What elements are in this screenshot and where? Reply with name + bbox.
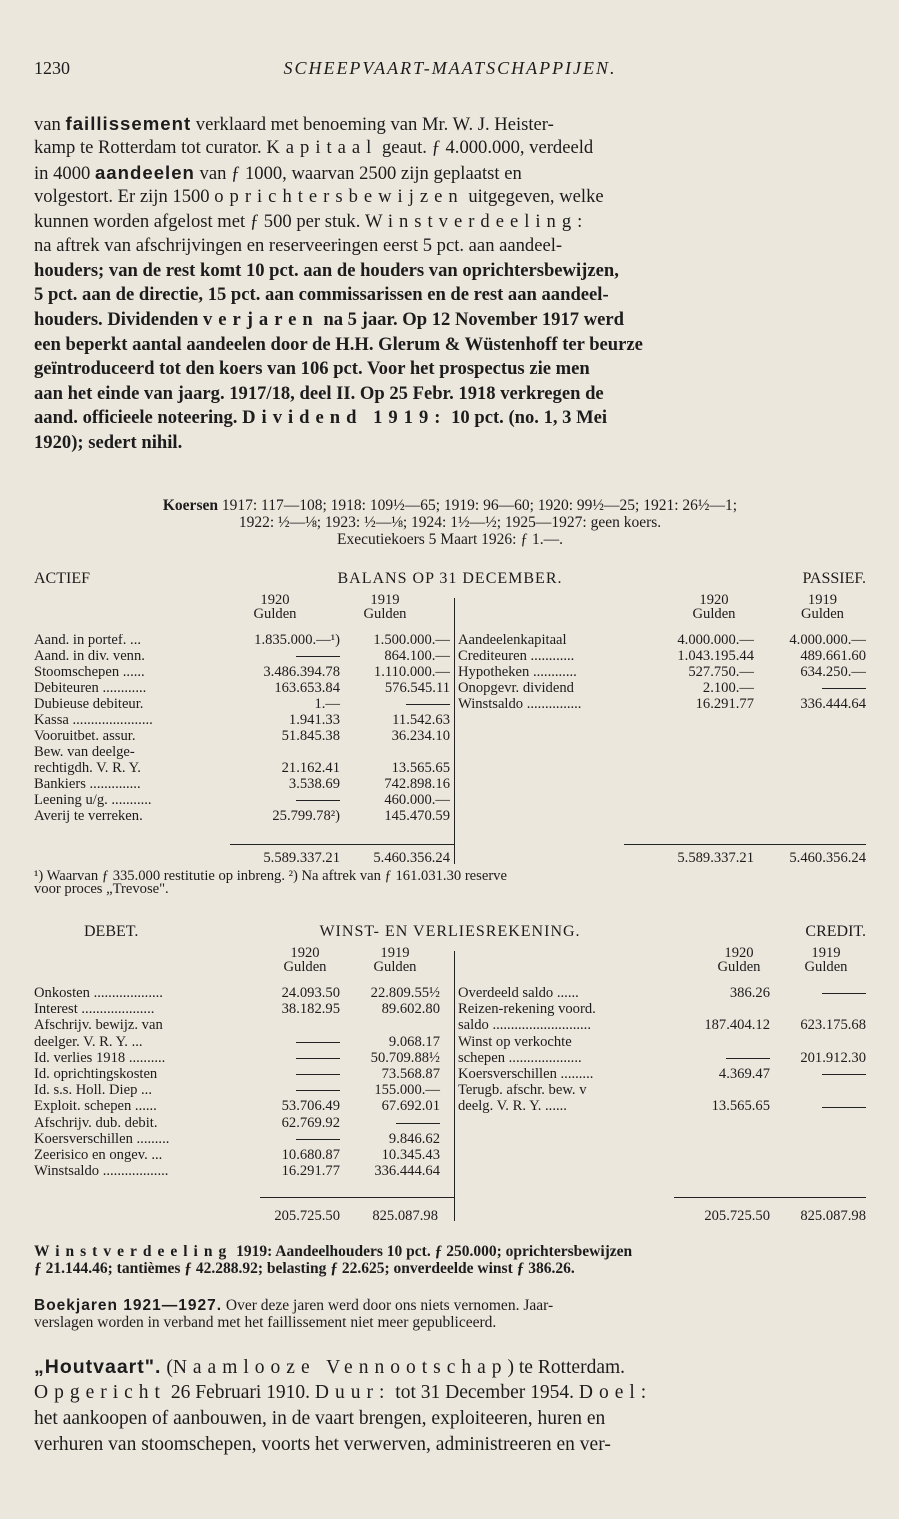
row-value: [340, 1117, 440, 1131]
row-label: Crediteuren ............: [458, 650, 575, 664]
text-line: aand. officieele noteering. Dividend 1919: 10 pct. (no. 1, 3 Mei: [34, 407, 608, 428]
row-value: 67.692.01: [381, 1098, 440, 1115]
koersen-line: Koersen 1917: 117—108; 1918: 109½—65; 1919: 96—60; 1920: 99½—25; 1921: 26½—1;: [162, 497, 738, 514]
row-value: 62.769.92: [281, 1114, 340, 1131]
text-line: een beperkt aantal aandeelen door de H.H. Glerum & Wüstenhoff ter beurze: [34, 334, 643, 355]
currency-header: Gulden: [692, 606, 736, 622]
empty-dash: [822, 993, 866, 994]
text-line: kamp te Rotterdam tot curator. Kapitaal geaut. ƒ 4.000.000, verdeeld: [34, 137, 594, 158]
text-line: houders; van de rest komt 10 pct. aan de houders van oprichtersbewijzen,: [34, 260, 619, 281]
row-label: Koersverschillen .........: [34, 1132, 170, 1147]
row-label: Stoomschepen ......: [34, 666, 145, 680]
row-value: 145.470.59: [384, 808, 450, 824]
row-value: 623.175.68: [800, 1017, 866, 1034]
text-line: in 4000 aandeelen van ƒ 1000, waarvan 2500 zijn geplaatst en: [34, 162, 522, 184]
row-value: [244, 1084, 340, 1098]
year-header: 1919: [380, 945, 410, 961]
text-line: van faillissement verklaard met benoeming van Mr. W. J. Heister-: [34, 113, 554, 135]
currency-header: Gulden: [801, 606, 844, 622]
text-line: aan het einde van jaarg. 1917/18, deel II. Op 25 Febr. 1918 verkregen de: [34, 383, 604, 404]
empty-dash: [396, 1123, 440, 1124]
row-value: [774, 1100, 866, 1114]
profit-loss-account: [34, 925, 866, 1245]
row-value: 1.110.000.—: [373, 664, 450, 680]
row-label: Afschrijv. bewijz. van: [34, 1019, 163, 1033]
row-label: Terugb. afschr. bew. v: [458, 1084, 587, 1098]
text-line: kunnen worden afgelost met ƒ 500 per stuk. Winstverdeeling:: [34, 211, 589, 232]
row-value: [244, 1036, 340, 1050]
text-line: na aftrek van afschrijvingen en reserveeringen eerst 5 pct. aan aandeel-: [34, 235, 563, 256]
row-value: 864.100.—: [384, 648, 450, 664]
row-label: Bew. van deelge-: [34, 746, 135, 760]
total-value: 5.460.356.24: [789, 850, 866, 866]
total-value: 5.589.337.21: [677, 850, 754, 866]
row-value: 21.162.41: [281, 760, 340, 776]
page-number: 1230: [34, 58, 70, 78]
text-line: volgestort. Er zijn 1500 oprichtersbewijzen uitgegeven, welke: [34, 186, 604, 207]
row-label: Hypotheken ............: [458, 666, 577, 680]
row-value: 336.444.64: [800, 696, 866, 712]
row-value: [684, 1052, 770, 1066]
year-header: 1919: [807, 592, 838, 608]
empty-dash: [296, 1090, 340, 1091]
row-label: Reizen-rekening voord.: [458, 1003, 596, 1017]
row-value: 1.043.195.44: [677, 648, 754, 664]
credit-label: CREDIT.: [805, 923, 866, 940]
empty-dash: [822, 1074, 866, 1075]
row-label: Winstsaldo ..................: [34, 1165, 169, 1179]
row-value: 2.100.—: [702, 680, 754, 696]
row-label: Dubieuse debiteur.: [34, 698, 144, 712]
row-value: [224, 650, 340, 664]
actief-label: ACTIEF: [34, 570, 90, 587]
row-label: Exploit. schepen ......: [34, 1100, 157, 1114]
row-label: Bankiers ..............: [34, 778, 141, 792]
total-value: 5.589.337.21: [263, 850, 340, 866]
row-value: 50.709.88½: [370, 1049, 440, 1066]
total-rule: [624, 844, 866, 845]
year-header: 1919: [811, 945, 841, 961]
row-label: Debiteuren ............: [34, 682, 147, 696]
row-value: 22.809.55½: [370, 985, 440, 1001]
empty-dash: [296, 656, 340, 657]
row-label: Leening u/g. ...........: [34, 794, 152, 808]
row-value: 576.545.11: [384, 680, 450, 696]
empty-dash: [296, 800, 340, 801]
text-line: verhuren van stoomschepen, voorts het verwerven, administreeren en ver-: [34, 1434, 611, 1455]
row-label: Afschrijv. dub. debit.: [34, 1116, 158, 1131]
row-value: 3.538.69: [288, 776, 340, 792]
row-value: 1.—: [314, 696, 340, 712]
total-value: 825.087.98: [800, 1208, 866, 1224]
row-label: Averij te verreken.: [34, 810, 143, 824]
row-label: Aand. in portef. ...: [34, 634, 141, 648]
row-label: Interest ....................: [34, 1003, 155, 1017]
row-value: 11.542.63: [392, 712, 450, 728]
row-value: 36.234.10: [391, 728, 450, 744]
empty-dash: [296, 1074, 340, 1075]
row-value: [340, 698, 450, 712]
total-value: 825.087.98: [372, 1208, 438, 1224]
total-value: 205.725.50: [704, 1208, 770, 1224]
page-title: SCHEEPVAART-MAATSCHAPPIJEN.: [283, 58, 617, 78]
row-value: 16.291.77: [695, 696, 754, 712]
row-value: 9.068.17: [388, 1033, 440, 1050]
text-line: verslagen worden in verband met het faillissement niet meer gepubliceerd.: [34, 1314, 497, 1331]
text-line: Opgericht 26 Februari 1910. Duur: tot 31 December 1954. Doel:: [34, 1382, 653, 1403]
row-label: saldo ...........................: [458, 1019, 591, 1033]
row-label: Overdeeld saldo ......: [458, 987, 579, 1001]
row-value: 25.799.78²): [272, 808, 340, 824]
row-value: 4.000.000.—: [677, 632, 754, 648]
row-value: 89.602.80: [381, 1001, 440, 1018]
row-value: 634.250.—: [800, 664, 866, 680]
year-header: 1920: [290, 945, 320, 961]
empty-dash: [296, 1139, 340, 1140]
text-line: Winstverdeeling 1919: Aandeelhouders 10 pct. ƒ 250.000; oprichtersbewijzen: [34, 1243, 633, 1260]
empty-dash: [296, 1042, 340, 1043]
row-label: Aand. in div. venn.: [34, 650, 145, 664]
balance-sheet: [34, 570, 866, 897]
year-header: 1919: [370, 592, 400, 608]
row-value: 10.345.43: [381, 1147, 440, 1163]
currency-header: Gulden: [283, 959, 327, 975]
koersen-line: 1922: ½—⅛; 1923: ½—⅛; 1924: 1½—½; 1925—1927: geen koers.: [238, 514, 662, 531]
total-rule: [674, 1197, 866, 1198]
row-value: [774, 1068, 866, 1082]
row-value: [756, 682, 866, 696]
text-line: Boekjaren 1921—1927. Over deze jaren werd door ons niets vernomen. Jaar-: [34, 1297, 554, 1314]
year-header: 1920: [260, 592, 290, 608]
total-value: 205.725.50: [274, 1208, 340, 1224]
text-line: het aankoopen of aanbouwen, in de vaart brengen, exploiteeren, huren en: [34, 1408, 606, 1429]
row-value: 4.000.000.—: [789, 632, 866, 648]
row-label: Onkosten ...................: [34, 987, 163, 1001]
text-line: ƒ 21.144.46; tantièmes ƒ 42.288.92; belasting ƒ 22.625; onverdeelde winst ƒ 386.26.: [34, 1260, 575, 1277]
empty-dash: [822, 1107, 866, 1108]
row-label: Id. s.s. Holl. Diep ...: [34, 1084, 152, 1098]
row-value: 16.291.77: [281, 1163, 340, 1180]
column-divider: [454, 598, 455, 838]
row-value: 9.846.62: [388, 1130, 440, 1147]
row-label: Onopgevr. dividend: [458, 682, 574, 696]
row-value: [244, 1068, 340, 1082]
row-value: 336.444.64: [374, 1163, 440, 1180]
row-value: [774, 987, 866, 1001]
row-value: 13.565.65: [711, 1098, 770, 1115]
text-line: 1920); sedert nihil.: [34, 432, 183, 453]
row-value: [224, 794, 340, 808]
row-label: Zeerisico en ongev. ...: [34, 1149, 163, 1163]
year-header: 1920: [699, 592, 729, 608]
row-value: 163.653.84: [274, 680, 340, 696]
row-label: Vooruitbet. assur.: [34, 730, 136, 744]
text-line: 5 pct. aan de directie, 15 pct. aan commissarissen en de rest aan aandeel-: [34, 284, 609, 305]
currency-header: Gulden: [717, 959, 761, 975]
company-heading: „Houtvaart". (Naamlooze Vennootschap) te Rotterdam.: [34, 1356, 626, 1378]
row-label: Winstsaldo ...............: [458, 698, 582, 712]
footnote: ¹) Waarvan ƒ 335.000 restitutie op inbreng. ²) Na aftrek van ƒ 161.031.30 reserve: [34, 868, 507, 884]
row-value: 527.750.—: [688, 664, 754, 680]
debet-label: DEBET.: [84, 923, 139, 940]
row-value: 742.898.16: [384, 776, 450, 792]
passief-label: PASSIEF.: [802, 570, 866, 587]
column-divider: [454, 1191, 455, 1221]
empty-dash: [726, 1058, 770, 1059]
row-value: 10.680.87: [281, 1147, 340, 1163]
column-divider: [454, 951, 455, 1191]
row-label: rechtigdh. V. R. Y.: [34, 762, 141, 776]
row-value: 1.941.33: [288, 712, 340, 728]
empty-dash: [822, 688, 866, 689]
row-label: Aandeelenkapitaal: [458, 634, 567, 648]
row-label: Id. verlies 1918 ..........: [34, 1051, 166, 1066]
row-label: deelg. V. R. Y. ......: [458, 1100, 567, 1114]
row-value: 489.661.60: [800, 648, 866, 664]
row-value: 13.565.65: [391, 760, 450, 776]
total-value: 5.460.356.24: [373, 850, 450, 866]
year-header: 1920: [724, 945, 754, 961]
text-line: geïntroduceerd tot den koers van 106 pct. Voor het prospectus zie men: [34, 358, 590, 379]
row-value: 53.706.49: [281, 1098, 340, 1115]
koersen-line: Executiekoers 5 Maart 1926: ƒ 1.—.: [337, 531, 563, 548]
row-value: 4.369.47: [718, 1066, 770, 1082]
text-line: houders. Dividenden verjaren na 5 jaar. Op 12 November 1917 werd: [34, 309, 624, 330]
balance-title: BALANS OP 31 DECEMBER.: [337, 570, 563, 587]
row-value: 24.093.50: [281, 985, 340, 1001]
row-label: deelger. V. R. Y. ...: [34, 1035, 143, 1050]
currency-header: Gulden: [253, 606, 297, 622]
row-value: 187.404.12: [704, 1017, 770, 1034]
row-value: 38.182.95: [281, 1001, 340, 1018]
footnote: voor proces „Trevose".: [34, 881, 169, 897]
row-value: [244, 1133, 340, 1147]
row-label: Kassa ......................: [34, 714, 153, 728]
row-value: 51.845.38: [281, 728, 340, 744]
currency-header: Gulden: [363, 606, 407, 622]
total-rule: [230, 844, 454, 845]
row-label: Koersverschillen .........: [458, 1068, 594, 1082]
row-label: schepen ....................: [458, 1051, 582, 1066]
row-value: 201.912.30: [800, 1049, 866, 1066]
total-rule: [260, 1197, 454, 1198]
row-value: 386.26: [729, 985, 770, 1001]
empty-dash: [406, 704, 450, 705]
row-value: 73.568.87: [381, 1066, 440, 1082]
row-label: Id. oprichtingskosten: [34, 1068, 158, 1082]
row-value: 1.835.000.—¹): [254, 632, 340, 648]
row-value: [244, 1052, 340, 1066]
row-value: 1.500.000.—: [373, 632, 450, 648]
row-value: 3.486.394.78: [263, 664, 340, 680]
empty-dash: [296, 1058, 340, 1059]
row-value: 460.000.—: [384, 792, 450, 808]
currency-header: Gulden: [804, 959, 848, 975]
pl-title: WINST- EN VERLIESREKENING.: [319, 923, 581, 940]
currency-header: Gulden: [373, 959, 417, 975]
row-label: Winst op verkochte: [458, 1035, 572, 1050]
column-divider: [454, 838, 455, 864]
row-value: 155.000.—: [374, 1082, 440, 1099]
